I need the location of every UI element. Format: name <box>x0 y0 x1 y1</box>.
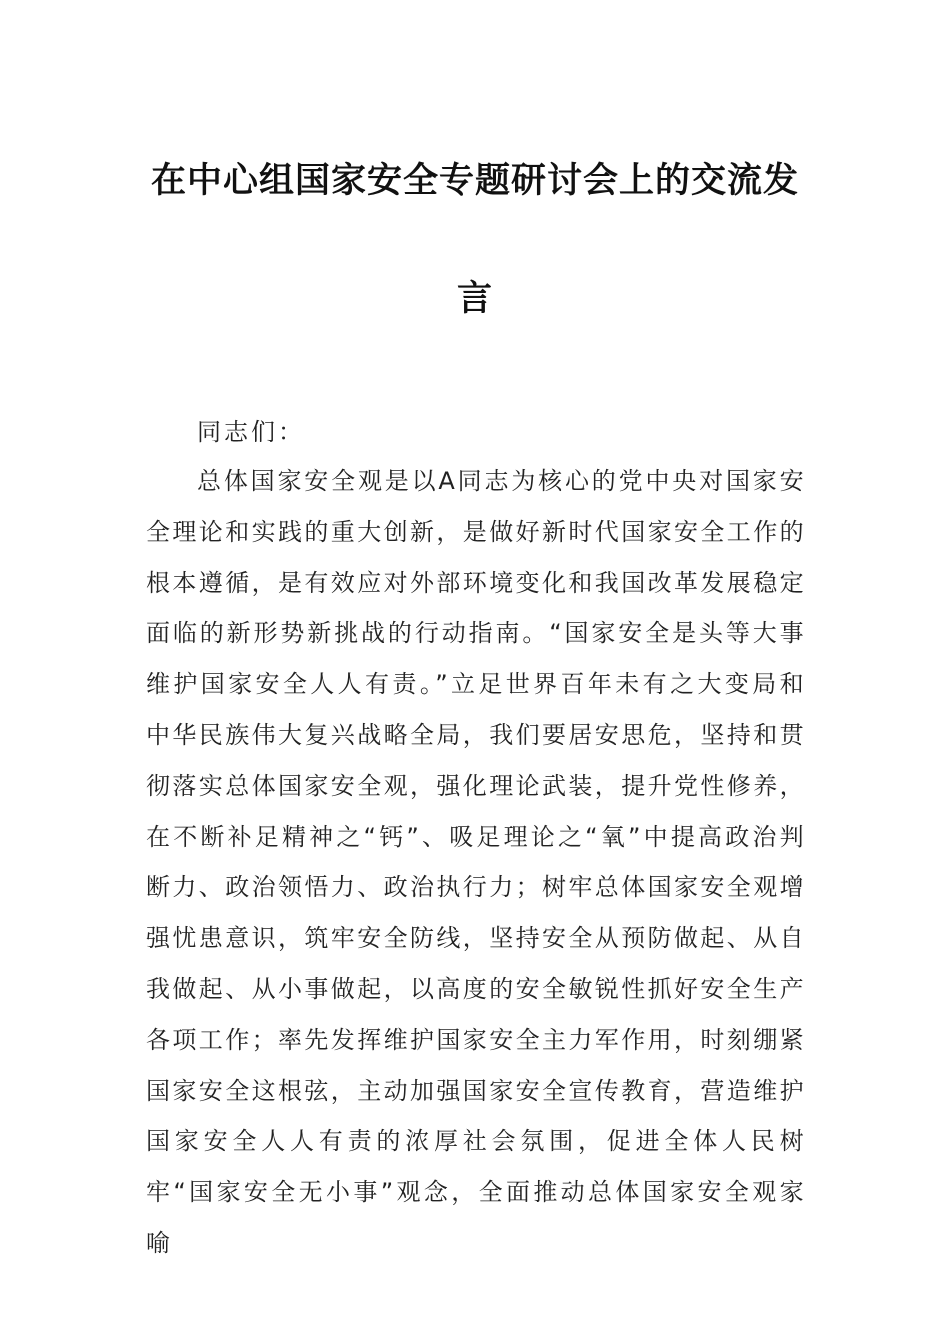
body-paragraph: 总体国家安全观是以A同志为核心的党中央对国家安全理论和实践的重大创新，是做好新时代国家安全工作的根本遵循，是有效应对外部环境变化和我国改革发展稳定面临的新形势新挑战的行动指南。“国家安全是头等大事维护国家安全人人有责。”立足世界百年未有之大变局和中华民族伟大复兴战略全局，我们要居安思危，坚持和贯彻落实总体国家安全观，强化理论武装，提升党性修养，在不断补足精神之“钙”、吸足理论之“氧”中提高政治判断力、政治领悟力、政治执行力；树牢总体国家安全观增强忧患意识，筑牢安全防线，坚持安全从预防做起、从自我做起、从小事做起，以高度的安全敏锐性抓好安全生产各项工作；率先发挥维护国家安全主力军作用，时刻绷紧国家安全这根弦，主动加强国家安全宣传教育，营造维护国家安全人人有责的浓厚社会氛围，促进全体人民树牢“国家安全无小事”观念，全面推动总体国家安全观家喻 <box>146 467 806 1257</box>
salutation: 同志们： <box>197 418 305 446</box>
document-title-line-1: 在中心组国家安全专题研讨会上的交流发 <box>150 160 799 201</box>
document-title-line-2: 言 <box>456 278 493 319</box>
